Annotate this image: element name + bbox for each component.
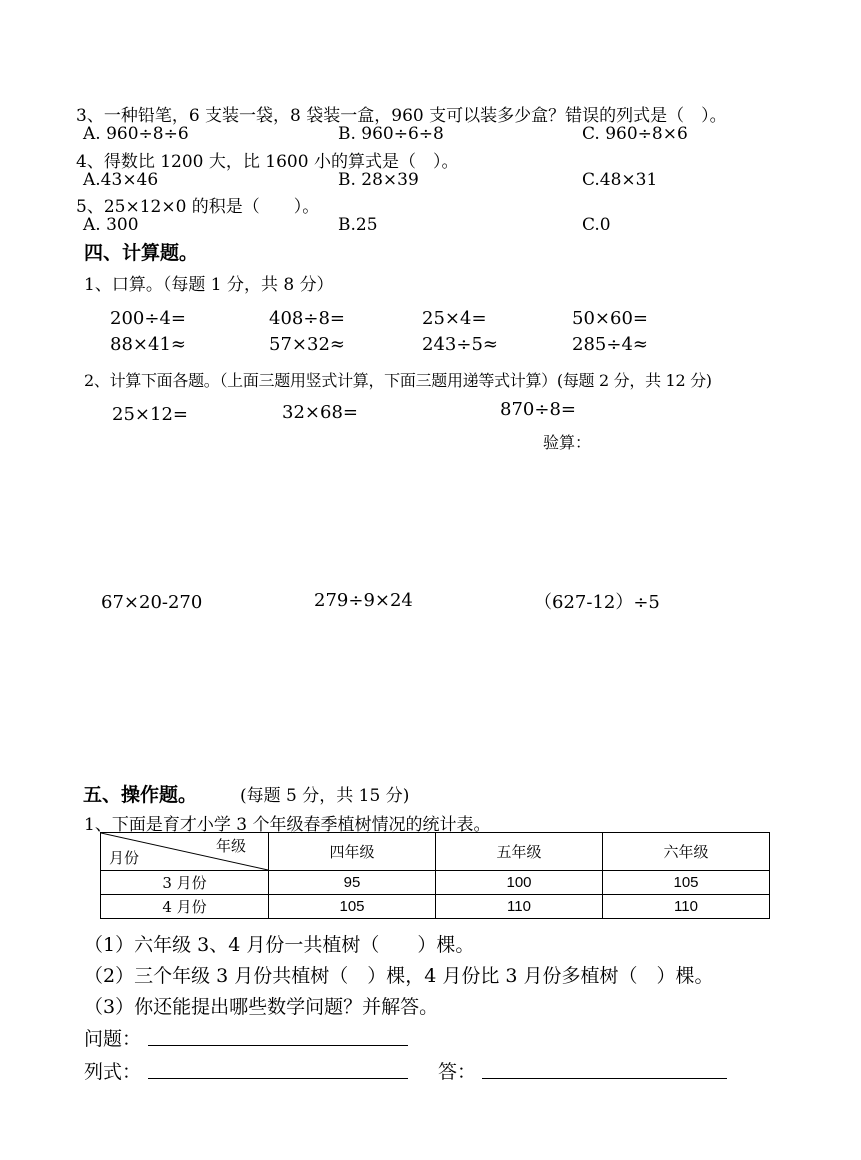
written-calc-label: 2、计算下面各题。（上面三题用竖式计算，下面三题用递等式计算）(每题 2 分，共 12 分) bbox=[84, 371, 712, 390]
table-cell: 105 bbox=[269, 895, 436, 919]
section5-title: 五、操作题。 bbox=[83, 784, 198, 806]
oral-item: 243÷5≈ bbox=[422, 334, 498, 355]
q5-option-a: A. 300 bbox=[83, 215, 139, 235]
q4-option-a: A.43×46 bbox=[83, 170, 159, 190]
table-cell: 110 bbox=[603, 895, 770, 919]
q5-option-b: B.25 bbox=[338, 215, 378, 235]
sub-question-1: （1）六年级 3、4 月份一共植树（ ）棵。 bbox=[84, 934, 475, 956]
q3-option-c: C. 960÷8×6 bbox=[582, 124, 688, 144]
table-intro: 1、下面是育才小学 3 个年级春季植树情况的统计表。 bbox=[84, 815, 491, 835]
table-row bbox=[101, 871, 770, 895]
section4-title: 四、计算题。 bbox=[84, 242, 199, 264]
planting-table bbox=[100, 832, 770, 919]
vertical-calc-item: 32×68= bbox=[282, 402, 358, 423]
column-header: 六年级 bbox=[603, 833, 770, 871]
oral-item: 88×41≈ bbox=[110, 334, 186, 355]
question-answer-line[interactable] bbox=[148, 1045, 408, 1046]
section5-score: (每题 5 分，共 15 分) bbox=[240, 786, 410, 806]
q3-stem: 3、一种铅笔，6 支装一袋，8 袋装一盒，960 支可以装多少盒？错误的列式是（ ）。 bbox=[76, 106, 727, 126]
stepwise-calc-item: 67×20-270 bbox=[101, 592, 203, 613]
table-cell: 110 bbox=[436, 895, 603, 919]
oral-calc-label: 1、口算。（每题 1 分，共 8 分） bbox=[84, 275, 334, 295]
oral-item: 25×4= bbox=[422, 308, 487, 329]
q5-stem: 5、25×12×0 的积是（ ）。 bbox=[76, 197, 320, 217]
vertical-calc-item: 870÷8= bbox=[500, 399, 576, 420]
oral-item: 200÷4= bbox=[110, 308, 186, 329]
table-cell: 105 bbox=[603, 871, 770, 895]
table-cell: 95 bbox=[269, 871, 436, 895]
corner-month-label: 月份 bbox=[109, 849, 140, 867]
row-header: 3 月份 bbox=[101, 871, 269, 895]
q3-option-a: A. 960÷8÷6 bbox=[83, 124, 189, 144]
column-header: 五年级 bbox=[436, 833, 603, 871]
formula-label: 列式： bbox=[84, 1061, 142, 1083]
stepwise-calc-item: （627-12）÷5 bbox=[534, 592, 660, 613]
question-label: 问题： bbox=[84, 1028, 142, 1050]
oral-item: 285÷4≈ bbox=[572, 334, 648, 355]
q3-option-b: B. 960÷6÷8 bbox=[338, 124, 444, 144]
formula-answer-line[interactable] bbox=[148, 1078, 408, 1079]
oral-item: 50×60= bbox=[572, 308, 648, 329]
answer-label: 答： bbox=[438, 1061, 477, 1083]
q4-option-c: C.48×31 bbox=[582, 170, 658, 190]
corner-grade-label: 年级 bbox=[215, 837, 246, 855]
stepwise-calc-item: 279÷9×24 bbox=[314, 590, 413, 611]
final-answer-line[interactable] bbox=[482, 1078, 727, 1079]
column-header: 四年级 bbox=[269, 833, 436, 871]
table-row bbox=[101, 895, 770, 919]
sub-question-2: （2）三个年级 3 月份共植树（ ）棵，4 月份比 3 月份多植树（ ）棵。 bbox=[84, 965, 714, 987]
table-cell: 100 bbox=[436, 871, 603, 895]
q4-option-b: B. 28×39 bbox=[338, 170, 419, 190]
oral-item: 408÷8= bbox=[269, 308, 345, 329]
check-label: 验算： bbox=[543, 433, 592, 452]
oral-item: 57×32≈ bbox=[269, 334, 345, 355]
table-corner-cell bbox=[101, 833, 269, 871]
vertical-calc-item: 25×12= bbox=[112, 404, 188, 425]
q4-stem: 4、得数比 1200 大，比 1600 小的算式是（ ）。 bbox=[76, 152, 459, 172]
q5-option-c: C.0 bbox=[582, 215, 611, 235]
sub-question-3: （3）你还能提出哪些数学问题？并解答。 bbox=[84, 996, 439, 1018]
row-header: 4 月份 bbox=[101, 895, 269, 919]
